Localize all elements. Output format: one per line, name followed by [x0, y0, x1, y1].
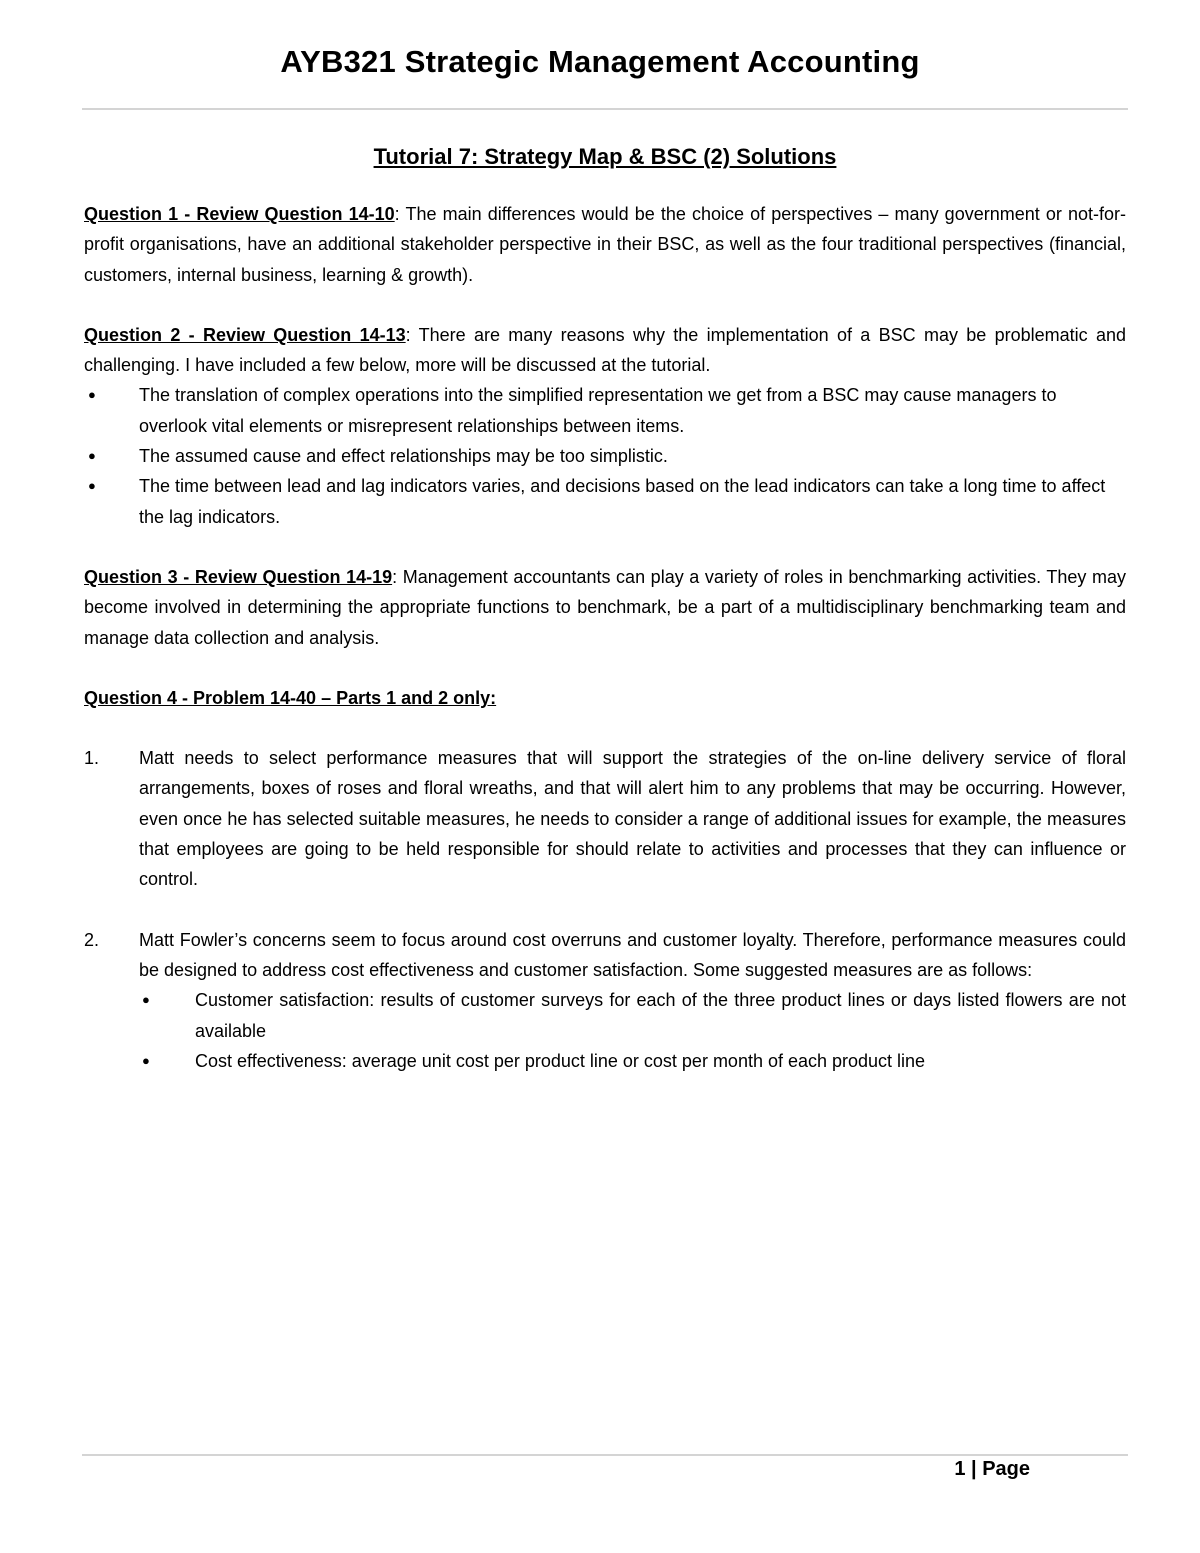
- bullet-icon: ●: [142, 992, 150, 1008]
- numbered-item-text: Matt Fowler’s concerns seem to focus around cost overruns and customer loyalty. Therefore, performance measures could be designed to address cost effectiveness and customer satisfaction. Some suggested measures are as follows:: [139, 929, 1126, 980]
- page-number: 1 | Page: [954, 1458, 1030, 1480]
- header-divider: [82, 108, 1128, 110]
- list-item: [84, 471, 1126, 532]
- question-1-answer: : The main differences would be the choice of perspectives – many government or not-for-profit organisations, have an additional stakeholder perspective in their BSC, as well as the four traditional perspectives (financial, customers, internal business, learning & growth).: [84, 204, 1126, 285]
- question-1-heading: Question 1 - Review Question 14-10: [84, 204, 395, 224]
- question-2: [84, 320, 1126, 532]
- list-item-text: Customer satisfaction: results of customer surveys for each of the three product lines or days listed flowers are not available: [195, 990, 1126, 1041]
- tutorial-subtitle: Tutorial 7: Strategy Map & BSC (2) Solutions: [373, 144, 837, 169]
- list-item-text: The translation of complex operations into the simplified representation we get from a BSC may cause managers to overlook vital elements or misrepresent relationships between items.: [139, 385, 1057, 436]
- numbered-item-text: Matt needs to select performance measures that will support the strategies of the on-line delivery service of floral arrangements, boxes of roses and floral wreaths, and that will alert him to any problems that may be occurring. However, even once he has selected suitable measures, he needs to consider a range of additional issues for example, the measures that employees are going to be held responsible for should relate to activities and processes that they can influence or control.: [139, 748, 1126, 890]
- bullet-icon: ●: [88, 478, 96, 494]
- document-title: AYB321 Strategic Management Accounting: [280, 44, 920, 79]
- question-1: [84, 199, 1126, 290]
- list-item: [139, 1046, 1126, 1076]
- bullet-icon: ●: [88, 387, 96, 403]
- bullet-icon: ●: [142, 1052, 150, 1068]
- numbered-item-2: [84, 925, 1126, 1076]
- list-item: [84, 441, 1126, 471]
- question-4: [84, 683, 1126, 713]
- question-3-heading: Question 3 - Review Question 14-19: [84, 566, 393, 587]
- list-item: [139, 985, 1126, 1046]
- question-4-heading: Question 4 - Problem 14-40 – Parts 1 and 2 only:: [84, 687, 497, 708]
- bullet-icon: ●: [88, 448, 96, 464]
- list-item-text: Cost effectiveness: average unit cost per product line or cost per month of each product line: [195, 1050, 926, 1071]
- question-3-answer: : Management accountants can play a variety of roles in benchmarking activities. They may become involved in determining the appropriate functions to benchmark, be a part of a multidisciplinary benchmarking team and manage data collection and analysis.: [84, 566, 1126, 648]
- question-2-bullet-list: [84, 380, 1126, 531]
- document-body: [84, 141, 1126, 1106]
- item-number: 1.: [84, 748, 100, 769]
- footer-divider: [82, 1454, 1128, 1456]
- numbered-item-1: [84, 743, 1126, 894]
- list-item: [84, 380, 1126, 441]
- question-2-heading: Question 2 - Review Question 14-13: [84, 324, 406, 345]
- question-2-answer: : There are many reasons why the implementation of a BSC may be problematic and challenging. I have included a few below, more will be discussed at the tutorial.: [84, 324, 1126, 376]
- question-3: [84, 562, 1126, 653]
- list-item-text: The time between lead and lag indicators varies, and decisions based on the lead indicators can take a long time to affect the lag indicators.: [139, 476, 1106, 527]
- question-4-sub-bullet-list: [139, 985, 1126, 1076]
- question-2-intro: [84, 320, 1126, 381]
- question-4-numbered-list: [84, 743, 1126, 1076]
- list-item-text: The assumed cause and effect relationships may be too simplistic.: [139, 446, 668, 467]
- item-number: 2.: [84, 929, 100, 950]
